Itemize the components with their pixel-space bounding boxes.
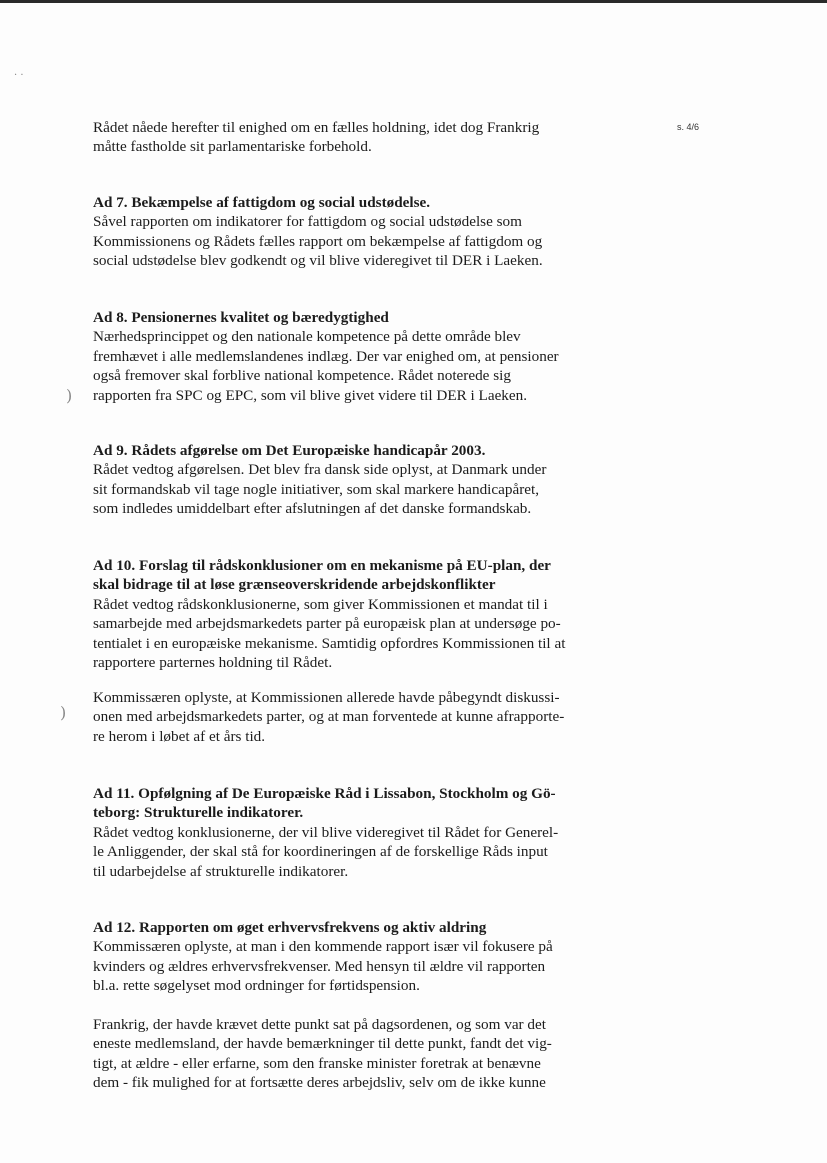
section-ad-9 — [93, 441, 623, 519]
text-line: eneste medlemsland, der havde bemærkninger til dette punkt, fandt det vig- — [93, 1035, 552, 1053]
text-line: Nærhedsprincippet og den nationale kompetence på dette område blev — [93, 328, 521, 346]
text-line: rapporten fra SPC og EPC, som vil blive givet videre til DER i Laeken. — [93, 386, 528, 404]
scan-mark: ) — [60, 703, 67, 722]
section-heading: Ad 8. Pensionernes kvalitet og bæredygtighed — [93, 309, 389, 326]
text-line: kvinders og ældres erhvervsfrekvenser. Med hensyn til ældre vil rapporten — [93, 957, 546, 975]
text-line: Rådet nåede herefter til enighed om en fælles holdning, idet dog Frankrig — [93, 119, 540, 136]
section-heading: skal bidrage til at løse grænseoverskridende arbejdskonflikter — [93, 576, 496, 594]
text-line: bl.a. rette søgelyset mod ordninger for førtidspension. — [93, 977, 420, 995]
section-heading: Ad 9. Rådets afgørelse om Det Europæiske handicapår 2003. — [93, 442, 486, 459]
text-line: som indledes umiddelbart efter afslutningen af det danske formandskab. — [93, 500, 532, 518]
text-line: onen med arbejdsmarkedets parter, og at man forventede at kunne afrapporte- — [93, 708, 565, 726]
text-line: fremhævet i alle medlemslandenes indlæg. Der var enighed om, at pensioner — [93, 347, 559, 365]
section-ad-11 — [93, 784, 623, 881]
text-line: tigt, at ældre - eller erfarne, som den franske minister foretrak at benævne — [93, 1054, 541, 1072]
section-heading: teborg: Strukturelle indikatorer. — [93, 804, 304, 822]
text-line: re herom i løbet af et års tid. — [93, 727, 266, 745]
section-ad-8 — [93, 308, 623, 405]
text-line: Rådet vedtog afgørelsen. Det blev fra dansk side oplyst, at Danmark under — [93, 461, 547, 479]
scan-mark: ) — [66, 386, 73, 405]
text-line: Rådet vedtog konklusionerne, der vil blive videregivet til Rådet for Generel- — [93, 823, 559, 841]
section-heading: Ad 10. Forslag til rådskonklusioner om en mekanisme på EU-plan, der — [93, 557, 551, 574]
section-heading: Ad 12. Rapporten om øget erhvervsfrekvens og aktiv aldring — [93, 919, 487, 936]
text-line: le Anliggender, der skal stå for koordineringen af de forskellige Råds input — [93, 843, 548, 861]
section-ad-10-paragraph-2 — [93, 688, 623, 746]
text-line: Frankrig, der havde krævet dette punkt sat på dagsordenen, og som var det — [93, 1016, 546, 1033]
section-ad-12 — [93, 918, 623, 996]
text-line: også fremover skal forblive national kompetence. Rådet noterede sig — [93, 367, 511, 385]
text-line: Kommissæren oplyste, at man i den kommende rapport især vil fokusere på — [93, 938, 553, 956]
section-heading: Ad 7. Bekæmpelse af fattigdom og social udstødelse. — [93, 194, 431, 211]
intro-paragraph — [93, 118, 623, 157]
text-line: Kommissæren oplyste, at Kommissionen allerede havde påbegyndt diskussi- — [93, 689, 560, 706]
text-line: social udstødelse blev godkendt og vil blive videregivet til DER i Laeken. — [93, 252, 543, 270]
text-line: rapportere parternes holdning til Rådet. — [93, 654, 333, 672]
top-border-rule — [0, 0, 827, 3]
text-line: Rådet vedtog rådskonklusionerne, som giver Kommissionen et mandat til i — [93, 595, 548, 613]
scan-mark: · · — [14, 70, 24, 81]
text-line: dem - fik mulighed for at fortsætte deres arbejdsliv, selv om de ikke kunne — [93, 1074, 546, 1092]
text-line: sit formandskab vil tage nogle initiativer, som skal markere handicapåret, — [93, 480, 540, 498]
section-ad-7 — [93, 193, 623, 271]
text-line: samarbejde med arbejdsmarkedets parter på europæisk plan at undersøge po- — [93, 615, 561, 633]
section-ad-12-paragraph-2 — [93, 1015, 623, 1093]
section-ad-10 — [93, 556, 623, 672]
text-line: måtte fastholde sit parlamentariske forbehold. — [93, 138, 372, 156]
text-line: Kommissionens og Rådets fælles rapport om bekæmpelse af fattigdom og — [93, 232, 543, 250]
section-heading: Ad 11. Opfølgning af De Europæiske Råd i Lissabon, Stockholm og Gö- — [93, 785, 556, 802]
text-line: til udarbejdelse af strukturelle indikatorer. — [93, 862, 349, 880]
page-number: s. 4/6 — [677, 122, 700, 132]
text-line: Såvel rapporten om indikatorer for fattigdom og social udstødelse som — [93, 213, 522, 231]
text-line: tentialet i en europæiske mekanisme. Samtidig opfordres Kommissionen til at — [93, 634, 566, 652]
